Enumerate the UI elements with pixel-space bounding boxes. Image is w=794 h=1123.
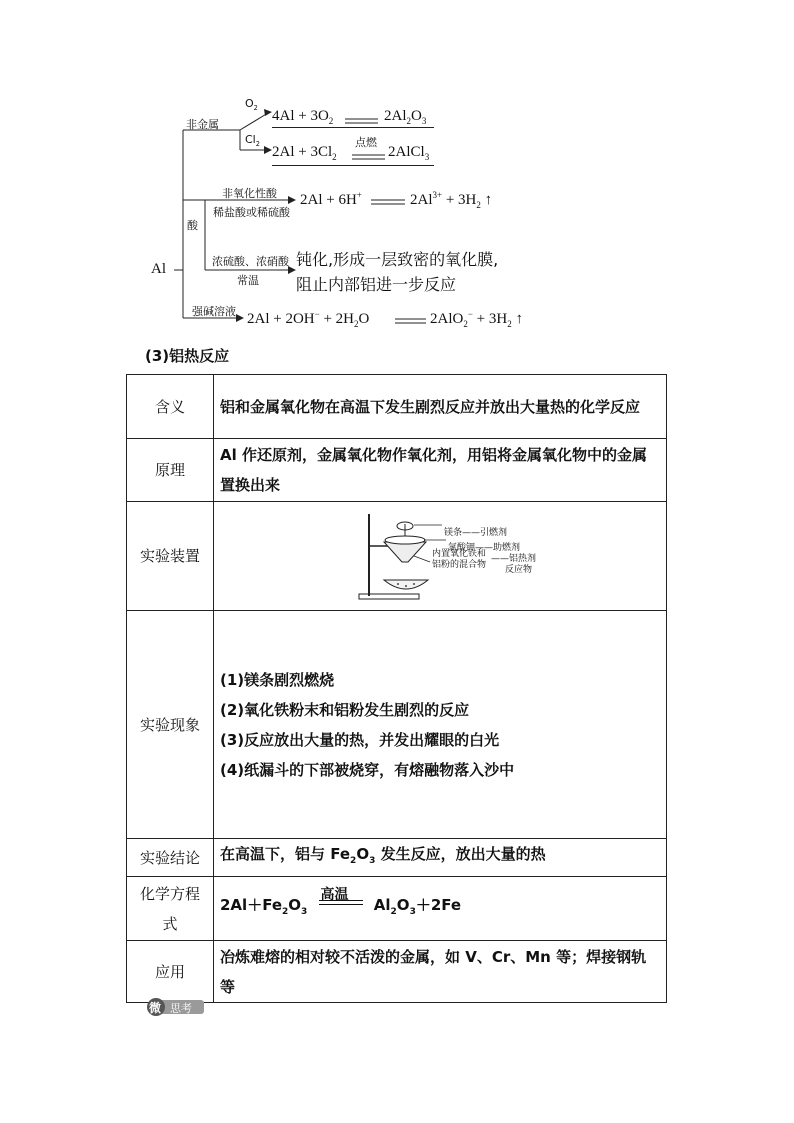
callout-thermite: ——铝热剂 反应物 (491, 554, 537, 575)
row-value-application: 冶炼难熔的相对较不活泼的金属，如 V、Cr、Mn 等；焊接钢轨等 (214, 941, 667, 1003)
row-label-application: 应用 (127, 941, 214, 1003)
conc-acid-label: 浓硫酸、浓硝酸 (212, 255, 289, 268)
nonoxidizing-acid-label: 非氧化性酸 (222, 187, 277, 200)
underline-cl2 (272, 165, 434, 166)
table-row-meaning (127, 375, 667, 439)
table-row-principle (127, 439, 667, 502)
table-row-equation (127, 877, 667, 941)
passivation-line1: 钝化,形成一层致密的氧化膜, (296, 250, 499, 269)
phenomenon-item: (2)氧化铁粉末和铝粉发生剧烈的反应 (220, 700, 470, 719)
table-row-conclusion (127, 839, 667, 877)
branch-base-label: 强碱溶液 (192, 305, 236, 318)
equation-products: $Al_2O_3+2Fe$ (373, 896, 462, 917)
branch-acid-label: 酸 (187, 219, 198, 232)
row-value-apparatus (214, 502, 667, 611)
row-label-conclusion: 实验结论 (127, 839, 214, 877)
row-value-principle: Al 作还原剂，金属氧化物作氧化剂，用铝将金属氧化物中的金属置换出来 (214, 439, 667, 502)
table-row-phenomena (127, 611, 667, 839)
phenomenon-item: (1)镁条剧烈燃烧 (220, 670, 335, 689)
branch-nonmetal-label: 非金属 (186, 118, 219, 131)
thermite-table (126, 374, 667, 1003)
equation-al-base-product: $2AlO_2^- + 3H_2$ ↑ (430, 309, 523, 329)
badge-text: 思考 (170, 1002, 192, 1015)
reagent-o2-label: $O_2$ (245, 97, 258, 113)
equation-al-o2: $4Al + 3O_2$ (272, 108, 334, 126)
phenomenon-item: (4)纸漏斗的下部被烧穿，有熔融物落入沙中 (220, 760, 515, 779)
row-value-equation (214, 877, 667, 941)
equation-condition: 高温 (320, 886, 349, 903)
callout-mg-ribbon: 镁条——引燃剂 (444, 528, 508, 538)
equation-al-cl2-product: 2AlCl$_3$ (388, 144, 430, 162)
row-value-phenomena (214, 611, 667, 839)
table-row-application (127, 941, 667, 1003)
reagent-cl2-label: $Cl_2$ (245, 133, 260, 149)
dilute-acid-label: 稀盐酸或稀硫酸 (213, 206, 290, 219)
equation-al-base: $2Al + 2OH^- + 2H_2O$ (247, 309, 370, 329)
equation-al-o2-product: $2Al_2O_3$ (384, 108, 427, 126)
table-row-apparatus (127, 502, 667, 611)
underline-o2 (272, 127, 434, 128)
row-label-equation: 化学方程式 (127, 877, 214, 941)
equation-al-acid-product: $2Al^{3+} + 3H_2$ ↑ (410, 190, 493, 210)
callout-mixture: 内置氧化铁和 铝粉的混合物 (432, 549, 487, 570)
callout-kclo3: 氯酸钾——助燃剂 (448, 543, 521, 553)
think-badge (146, 998, 204, 1016)
room-temp-label: 常温 (237, 274, 259, 287)
section-heading: (3)铝热反应 (145, 347, 230, 365)
condition-ignite: 点燃 (355, 136, 377, 149)
row-label-principle: 原理 (127, 439, 214, 502)
row-value-meaning: 铝和金属氧化物在高温下发生剧烈反应并放出大量热的化学反应 (214, 375, 667, 439)
equation-arrow (319, 886, 363, 916)
equation-reactants: $2Al+Fe_2O_3$ (220, 896, 308, 917)
row-label-meaning: 含义 (127, 375, 214, 439)
equation-al-acid: 2Al + 6H+ (300, 190, 362, 208)
badge-icon-char: 微 (149, 1001, 162, 1015)
passivation-line2: 阻止内部铝进一步反应 (296, 275, 457, 294)
row-value-conclusion: 在高温下，铝与 $Fe_2O_3$ 发生反应，放出大量的热 (214, 839, 667, 877)
phenomenon-item: (3)反应放出大量的热，并发出耀眼的白光 (220, 730, 500, 749)
equation-al-cl2: $2Al + 3Cl_2$ (272, 144, 337, 162)
row-label-apparatus: 实验装置 (127, 502, 214, 611)
aluminum-root-label: Al (151, 261, 166, 277)
row-label-phenomena: 实验现象 (127, 611, 214, 839)
